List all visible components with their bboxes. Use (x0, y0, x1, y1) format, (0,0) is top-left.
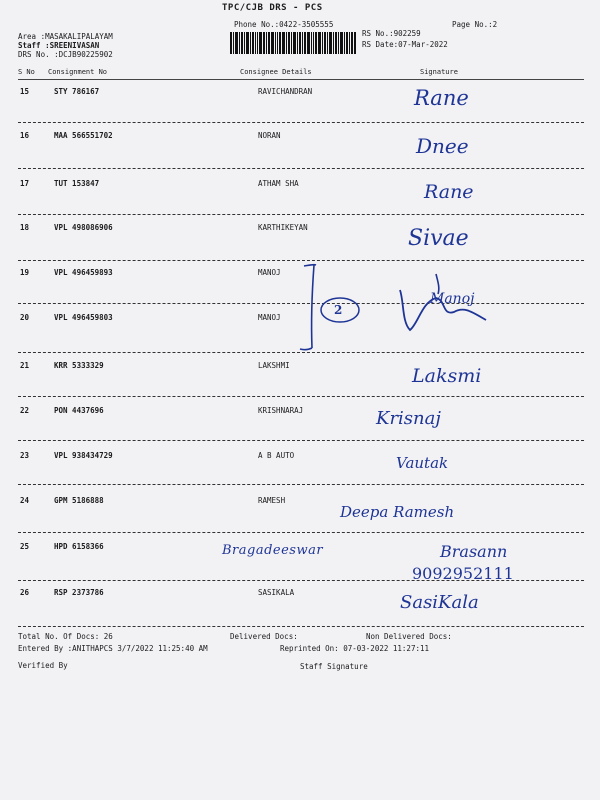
row-sno: 20 (20, 313, 30, 322)
table-row (0, 87, 600, 97)
signature-row-23: Vautak (396, 454, 449, 472)
signature-row-18: Sivae (408, 226, 469, 251)
drs-number: DRS No. :DCJB90225902 (18, 50, 113, 59)
row-sno: 17 (20, 179, 30, 188)
signature-row-17: Rane (424, 181, 474, 203)
row-consignee: SASIKALA (258, 588, 295, 597)
delivered-docs: Delivered Docs: (230, 632, 298, 641)
row-consignee: MANOJ (258, 313, 281, 322)
table-row (0, 588, 600, 598)
row-consignee: KRISHNARAJ (258, 406, 304, 415)
row-consignment: VPL 496459803 (54, 313, 113, 322)
row-sno: 18 (20, 223, 30, 232)
page-number: Page No.:2 (452, 20, 498, 29)
circled-number: 2 (334, 303, 343, 317)
row-consignee: RAVICHANDRAN (258, 87, 313, 96)
signature-row-22: Krisnaj (376, 408, 441, 429)
non-delivered-docs: Non Delivered Docs: (366, 632, 452, 641)
row-consignment: VPL 496459893 (54, 268, 113, 277)
row-sno: 23 (20, 451, 30, 460)
row-sno: 26 (20, 588, 30, 597)
row-divider (18, 440, 584, 441)
handwritten-bracket-mark (296, 262, 506, 354)
table-row (0, 179, 600, 189)
verified-by: Verified By (18, 661, 68, 670)
row-consignee: A B AUTO (258, 451, 295, 460)
rs-date: RS Date:07-Mar-2022 (362, 40, 448, 49)
row-sno: 15 (20, 87, 30, 96)
signature-row-21: Laksmi (412, 365, 482, 387)
row-divider (18, 168, 584, 169)
row-consignee: ATHAM SHA (258, 179, 299, 188)
column-header-signature: Signature (420, 68, 458, 76)
row-consignment: GPM 5186888 (54, 496, 104, 505)
row-divider (18, 532, 584, 533)
row-sno: 19 (20, 268, 30, 277)
row-consignment: PON 4437696 (54, 406, 104, 415)
row-sno: 25 (20, 542, 30, 551)
table-row (0, 451, 600, 461)
document-title: TPC/CJB DRS - PCS (222, 3, 323, 13)
row-divider (18, 626, 584, 627)
column-header-consignee: Consignee Details (240, 68, 312, 76)
row-consignee: MANOJ (258, 268, 281, 277)
handwritten-phone-25: 9092952111 (412, 564, 514, 583)
row-consignment: HPD 6158366 (54, 542, 104, 551)
row-sno: 21 (20, 361, 30, 370)
signature-row-25: Brasann (440, 542, 508, 561)
staff-signature-label: Staff Signature (300, 662, 368, 671)
signature-rows-19-20: Manoj (430, 291, 475, 307)
column-header-consignment: Consignment No (48, 68, 108, 76)
row-consignment: RSP 2373786 (54, 588, 104, 597)
rs-number: RS No.:902259 (362, 29, 421, 38)
column-header-sno: S No (18, 68, 35, 76)
signature-row-15: Rane (414, 86, 469, 110)
row-divider (18, 122, 584, 123)
table-row (0, 406, 600, 416)
total-docs: Total No. Of Docs: 26 (18, 632, 113, 641)
row-divider (18, 260, 584, 261)
row-consignee: NORAN (258, 131, 281, 140)
signature-row-16: Dnee (416, 134, 469, 158)
row-divider (18, 352, 584, 353)
table-row (0, 131, 600, 141)
row-sno: 22 (20, 406, 30, 415)
row-consignee: KARTHIKEYAN (258, 223, 308, 232)
row-divider (18, 214, 584, 215)
row-consignment: TUT 153847 (54, 179, 100, 188)
phone-number: Phone No.:0422-3505555 (234, 20, 334, 29)
signature-row-26: SasiKala (400, 592, 479, 613)
header-rule (18, 79, 584, 80)
entered-by: Entered By :ANITHAPCS 3/7/2022 11:25:40 AM (18, 644, 208, 653)
row-sno: 24 (20, 496, 30, 505)
row-divider (18, 484, 584, 485)
row-consignee: RAMESH (258, 496, 286, 505)
reprinted-on: Reprinted On: 07-03-2022 11:27:11 (280, 644, 430, 653)
table-row (0, 223, 600, 233)
row-sno: 16 (20, 131, 30, 140)
row-divider (18, 580, 584, 581)
barcode-image (230, 32, 356, 54)
row-consignment: VPL 498086906 (54, 223, 113, 232)
row-consignment: MAA 566551702 (54, 131, 113, 140)
row-consignment: KRR 5333329 (54, 361, 104, 370)
row-consignment: STY 786167 (54, 87, 100, 96)
handwritten-consignee-25: Bragadeeswar (222, 543, 324, 558)
row-consignment: VPL 938434729 (54, 451, 113, 460)
table-row (0, 496, 600, 506)
staff-label: Staff :SREENIVASAN (18, 41, 100, 50)
row-divider (18, 396, 584, 397)
table-row (0, 361, 600, 371)
area-label: Area :MASAKALIPALAYAM (18, 32, 113, 41)
signature-row-24: Deepa Ramesh (340, 503, 455, 521)
row-consignee: LAKSHMI (258, 361, 290, 370)
